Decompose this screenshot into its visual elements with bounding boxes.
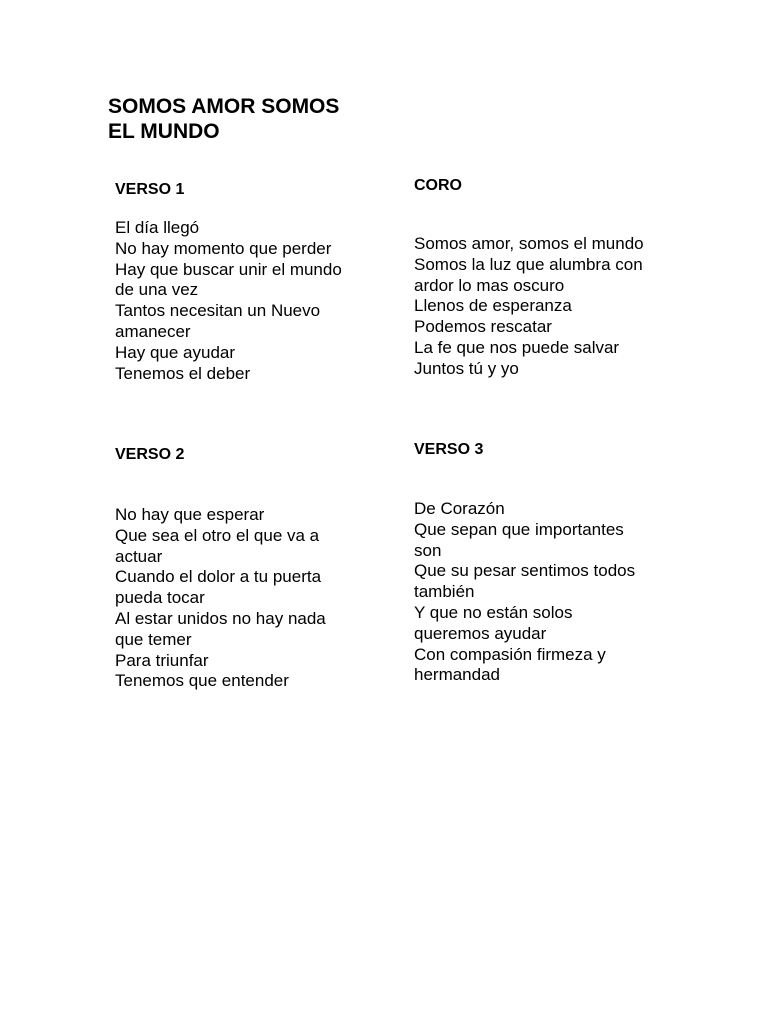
lyric-line: amanecer (115, 321, 191, 341)
section-heading: CORO (414, 177, 462, 194)
lyric-line: Y que no están solos (414, 602, 573, 622)
lyric-line: Que sea el otro el que va a (115, 525, 320, 545)
lyric-line: pueda tocar (115, 588, 205, 608)
lyric-line: actuar (115, 546, 163, 566)
section-heading: VERSO 1 (115, 181, 185, 198)
lyric-line: ardor lo mas oscuro (414, 275, 565, 295)
lyric-line: Podemos rescatar (414, 317, 552, 337)
lyric-line: Cuando el dolor a tu puerta (115, 567, 322, 587)
lyric-line: hermandad (414, 665, 501, 685)
lyrics-lines (115, 505, 326, 692)
lyrics-lines (414, 499, 635, 686)
lyric-line: Juntos tú y yo (414, 358, 519, 378)
lyrics-lines (414, 234, 644, 380)
lyric-line: De Corazón (414, 499, 505, 518)
lyric-line: El día llegó (115, 218, 200, 237)
lyric-line: que temer (115, 629, 192, 649)
lyric-line: Somos amor, somos el mundo (414, 234, 644, 253)
lyric-line: Que sepan que importantes (414, 519, 624, 539)
page-title (108, 94, 408, 144)
section-verso-3 (414, 440, 635, 686)
lyric-line: Hay que ayudar (115, 342, 236, 362)
lyric-line: Tenemos que entender (115, 671, 289, 691)
lyric-line: Al estar unidos no hay nada (115, 608, 326, 628)
lyric-line: también (414, 582, 475, 602)
lyric-line: Para triunfar (115, 650, 209, 670)
lyric-line: No hay momento que perder (115, 238, 332, 258)
lyrics-lines (115, 218, 342, 384)
title-line: SOMOS AMOR SOMOS (108, 95, 340, 118)
section-heading: VERSO 2 (115, 446, 185, 463)
lyric-line: No hay que esperar (115, 505, 265, 524)
section-verso-1 (115, 180, 342, 384)
lyric-line: Llenos de esperanza (414, 296, 572, 316)
section-coro (414, 176, 644, 380)
section-heading: VERSO 3 (414, 441, 484, 458)
section-verso-2 (115, 445, 326, 692)
lyric-line: de una vez (115, 280, 199, 300)
title-line: EL MUNDO (108, 120, 220, 143)
lyric-line: Hay que buscar unir el mundo (115, 259, 342, 279)
lyric-line: Que su pesar sentimos todos (414, 561, 636, 581)
lyric-line: Con compasión firmeza y (414, 644, 606, 664)
lyric-line: queremos ayudar (414, 623, 547, 643)
lyric-line: son (414, 540, 442, 560)
lyric-line: Somos la luz que alumbra con (414, 254, 643, 274)
lyric-line: Tantos necesitan un Nuevo (115, 301, 321, 321)
lyric-line: Tenemos el deber (115, 363, 251, 383)
lyric-line: La fe que nos puede salvar (414, 337, 620, 357)
